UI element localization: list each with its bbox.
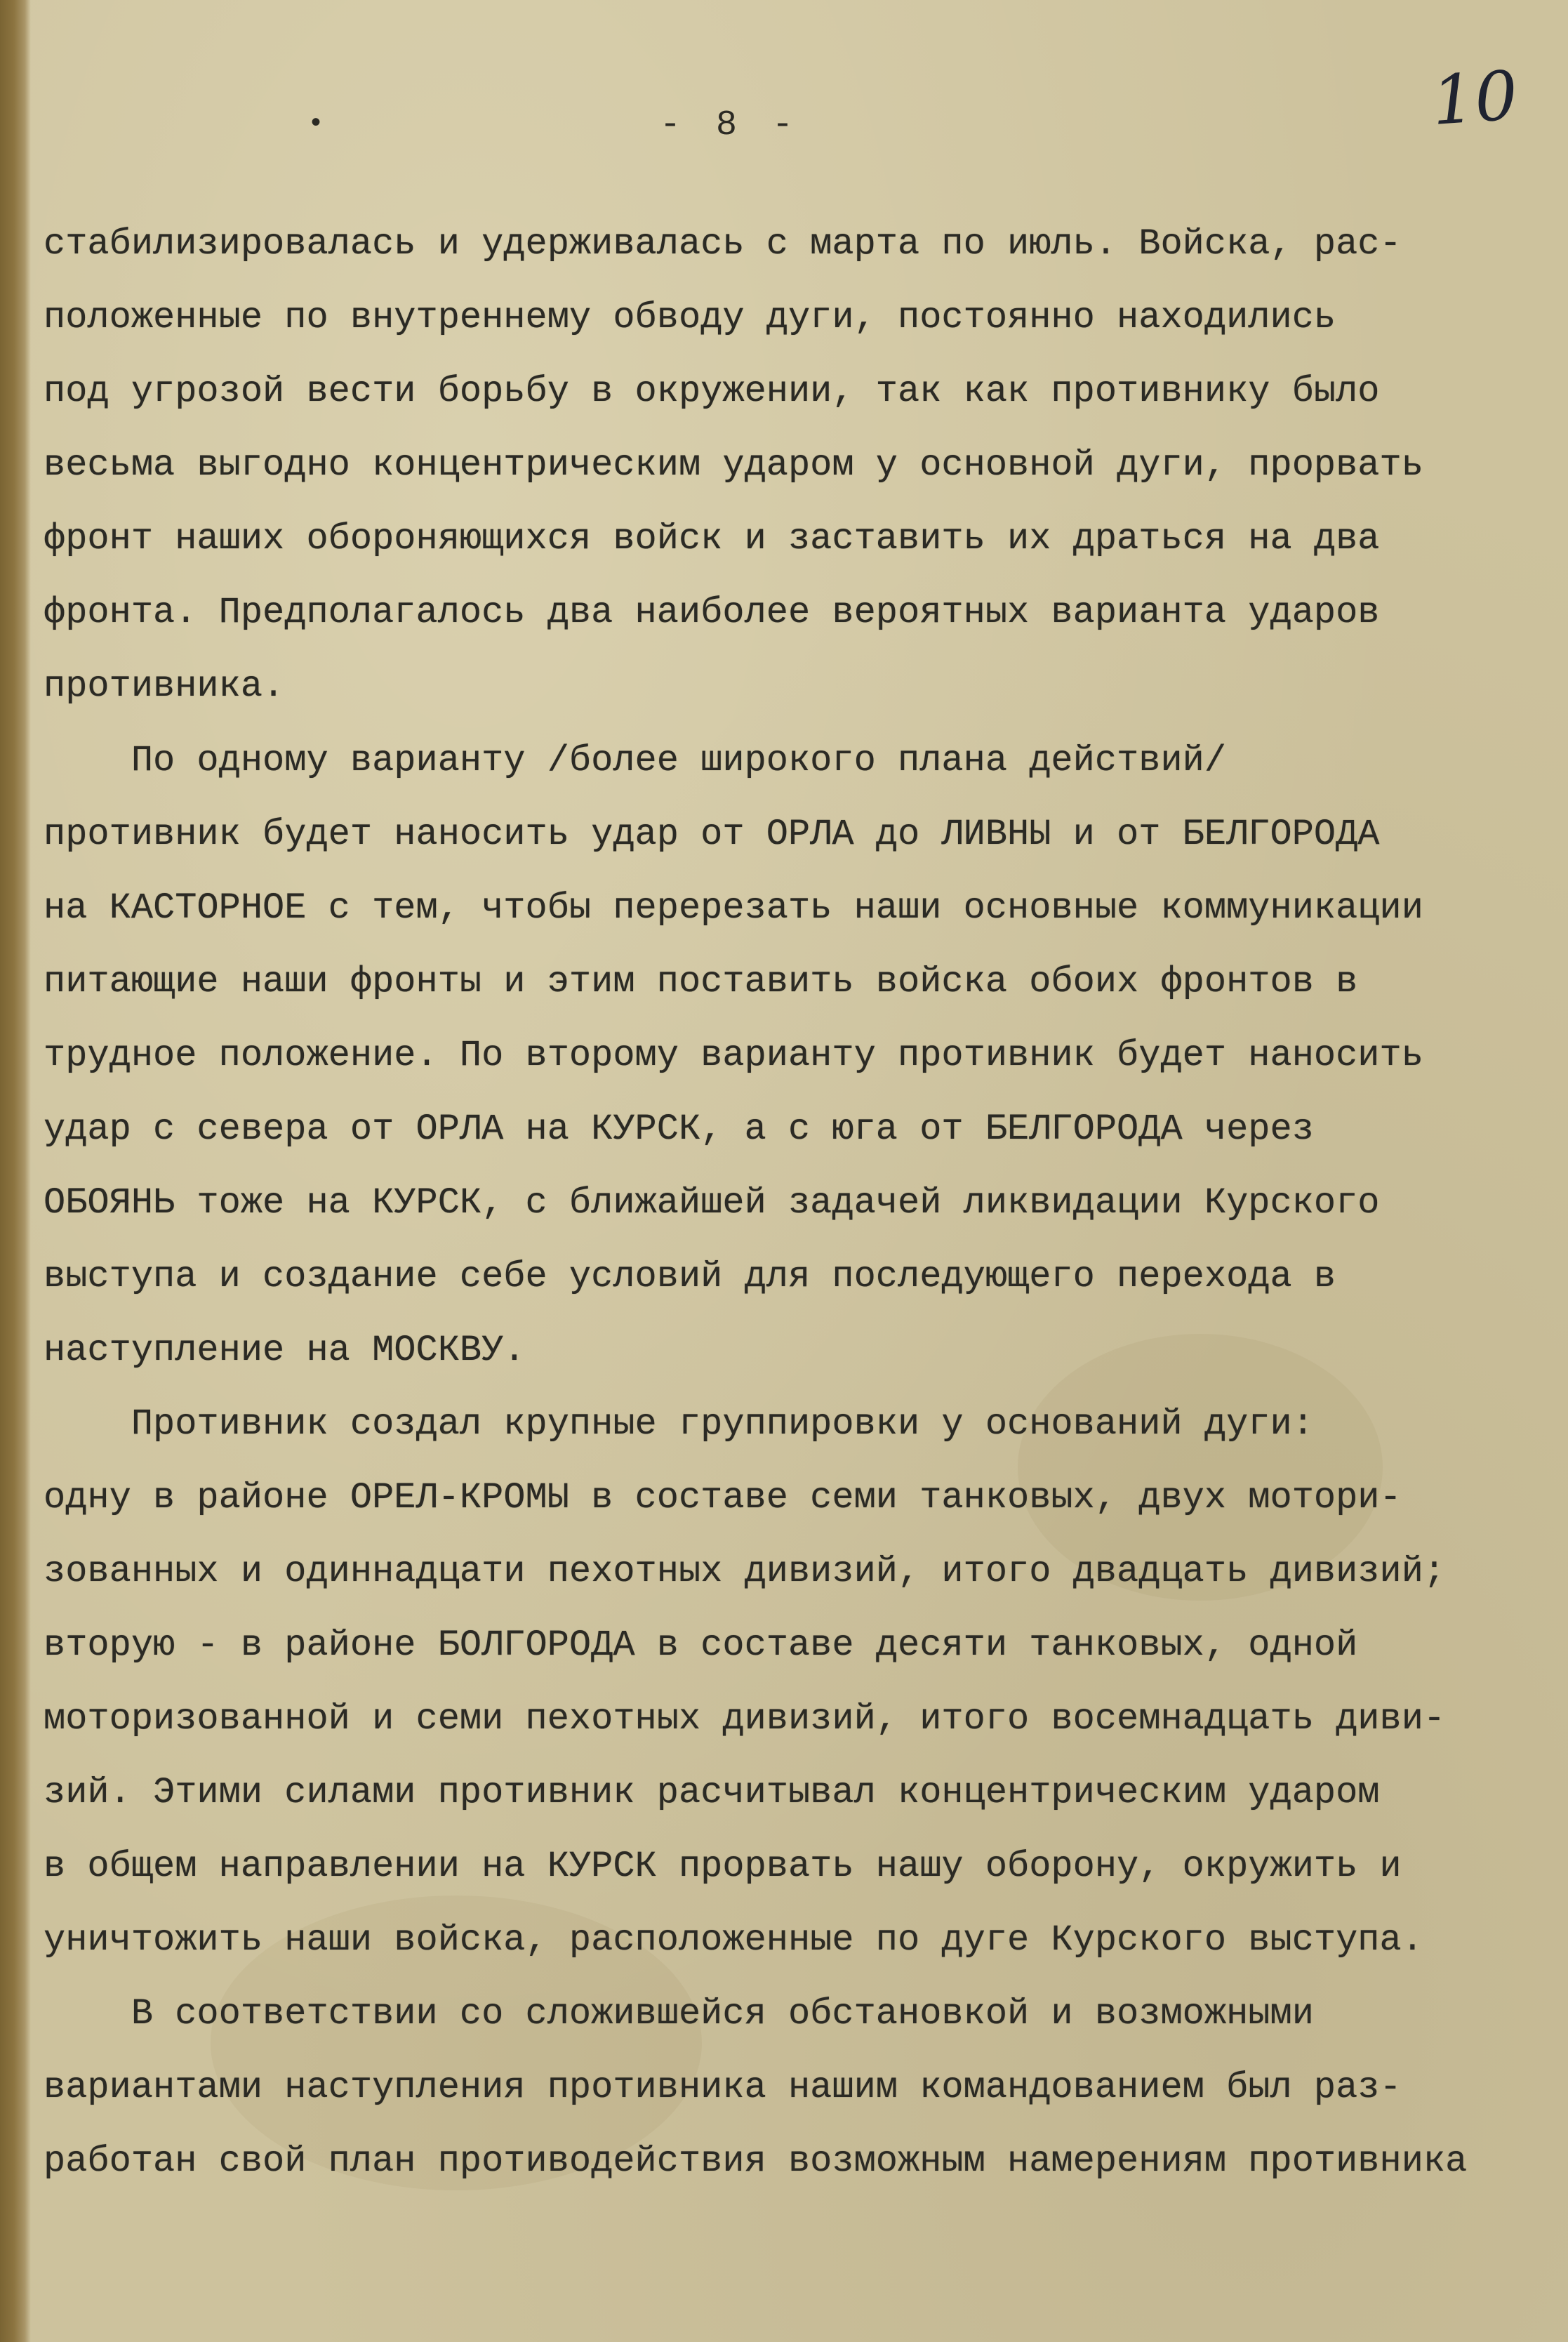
text-line: фронт наших обороняющихся войск и заставить их драться на два xyxy=(44,518,1380,560)
text-line: питающие наши фронты и этим поставить войска обоих фронтов в xyxy=(44,961,1358,1003)
text-line: В соответствии со сложившейся обстановкой и возможными xyxy=(44,1993,1314,2035)
text-line: на КАСТОРНОЕ с тем, чтобы перерезать наши основные коммуникации xyxy=(44,887,1423,929)
page-number: - 8 - xyxy=(660,105,801,145)
archive-sheet-number: 10 xyxy=(1429,55,1520,141)
text-line: ОБОЯНЬ тоже на КУРСК, с ближайшей задачей ликвидации Курского xyxy=(44,1182,1380,1224)
text-line: положенные по внутреннему обводу дуги, постоянно находились xyxy=(44,297,1336,338)
text-line: вариантами наступления противника нашим командованием был раз- xyxy=(44,2067,1402,2108)
text-line: противник будет наносить удар от ОРЛА до ЛИВНЫ и от БЕЛГОРОДА xyxy=(44,814,1380,855)
text-line: фронта. Предполагалось два наиболее вероятных варианта ударов xyxy=(44,592,1380,633)
text-line: противника. xyxy=(44,666,285,707)
text-line: моторизованной и семи пехотных дивизий, итого восемнадцать диви- xyxy=(44,1698,1446,1740)
text-line: работан свой план противодействия возможным намерениям противника xyxy=(44,2141,1468,2182)
text-line: Противник создал крупные группировки у оснований дуги: xyxy=(44,1403,1314,1445)
text-line: в общем направлении на КУРСК прорвать нашу оборону, окружить и xyxy=(44,1846,1402,1887)
text-line: уничтожить наши войска, расположенные по дуге Курского выступа. xyxy=(44,1919,1423,1961)
text-line: весьма выгодно концентрическим ударом у основной дуги, прорвать xyxy=(44,444,1423,486)
text-line: По одному варианту /более широкого плана действий/ xyxy=(44,740,1227,781)
text-line: трудное положение. По второму варианту противник будет наносить xyxy=(44,1035,1423,1076)
text-line: стабилизировалась и удерживалась с марта по июль. Войска, рас- xyxy=(44,223,1402,265)
text-line: одну в районе ОРЕЛ-КРОМЫ в составе семи танковых, двух мотори- xyxy=(44,1477,1402,1519)
text-line: удар с севера от ОРЛА на КУРСК, а с юга от БЕЛГОРОДА через xyxy=(44,1109,1314,1150)
page-binding-edge xyxy=(0,0,31,2342)
text-line: выступа и создание себе условий для последующего перехода в xyxy=(44,1256,1336,1297)
text-line: наступление на МОСКВУ. xyxy=(44,1330,526,1371)
text-line: вторую - в районе БОЛГОРОДА в составе десяти танковых, одной xyxy=(44,1625,1358,1666)
text-line: под угрозой вести борьбу в окружении, так как противнику было xyxy=(44,371,1380,412)
header-dot: • xyxy=(307,109,325,140)
text-line: зий. Этими силами противник расчитывал концентрическим ударом xyxy=(44,1772,1380,1813)
text-line: зованных и одиннадцати пехотных дивизий, итого двадцать дивизий; xyxy=(44,1551,1446,1592)
